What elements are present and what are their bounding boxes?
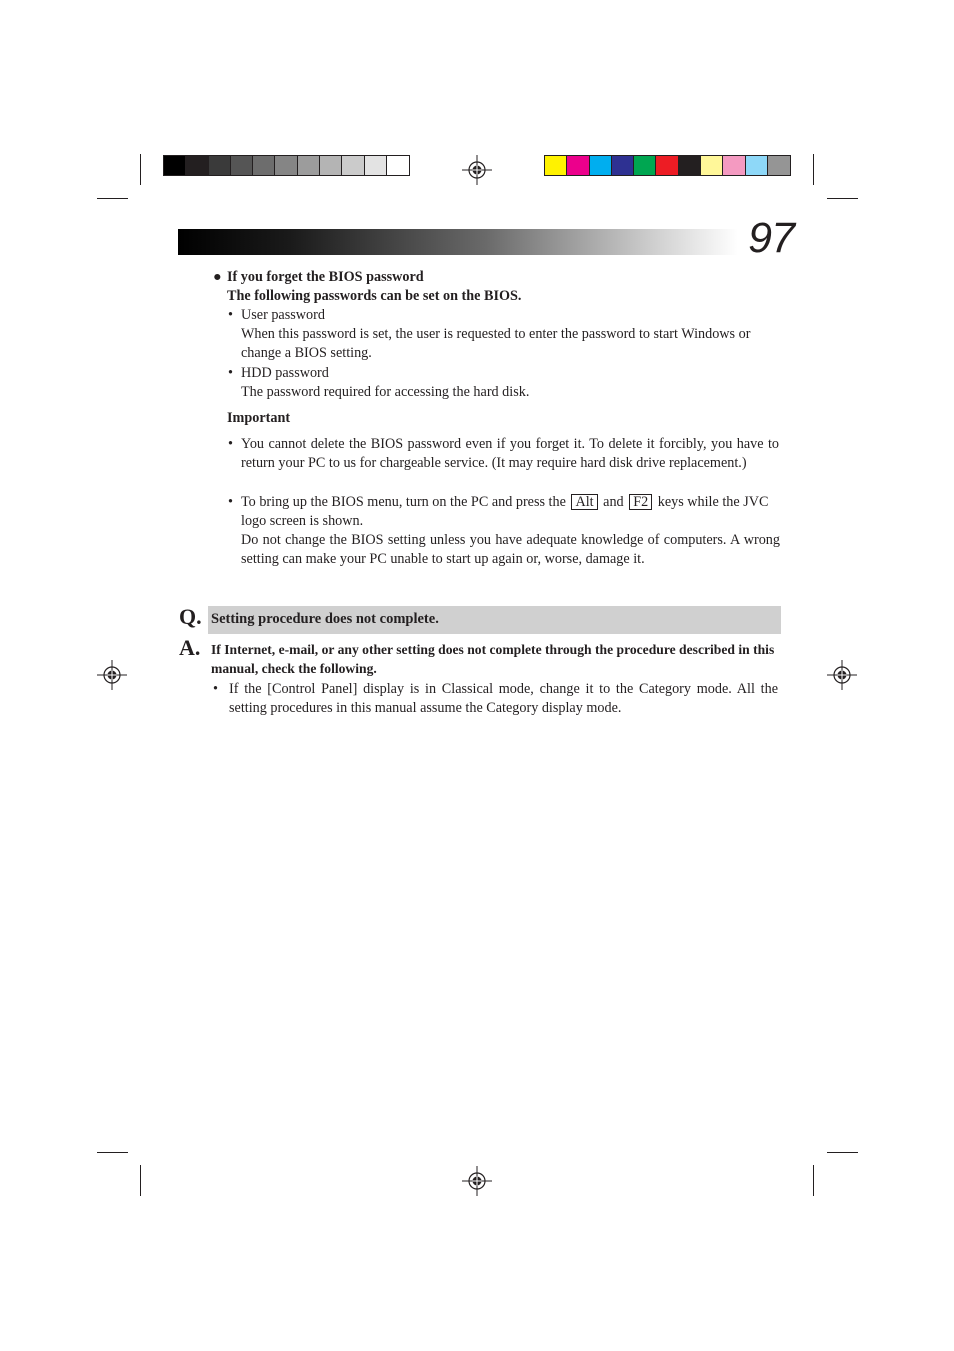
important-item-1: You cannot delete the BIOS password even if you forget it. To delete it forcibly, you have to return your PC to us for chargeable service. (It may require hard disk drive replacement.) (241, 436, 779, 472)
bios-subheading: The following passwords can be set on the BIOS. (227, 288, 522, 304)
gray-swatch (387, 156, 409, 175)
crop-mark (827, 198, 858, 199)
registration-mark-icon (97, 660, 127, 690)
color-swatch (679, 156, 701, 175)
grayscale-color-bar (163, 155, 410, 176)
page-number: 97 (748, 214, 794, 262)
crop-mark (140, 154, 141, 185)
hdd-password-desc: The password required for accessing the hard disk. (241, 384, 530, 400)
color-swatch (746, 156, 768, 175)
registration-mark-icon (462, 1166, 492, 1196)
color-swatch (656, 156, 678, 175)
gray-swatch (275, 156, 297, 175)
alt-key: Alt (571, 494, 597, 510)
color-swatch (634, 156, 656, 175)
user-password-title: User password (241, 307, 325, 323)
item2-text-and: and (603, 494, 624, 510)
color-swatch (768, 156, 790, 175)
answer-text: If Internet, e-mail, or any other setting does not complete through the procedure described in this manual, check the following. (211, 642, 775, 677)
gray-swatch (342, 156, 364, 175)
user-password-desc: When this password is set, the user is requested to enter the password to start Windows or change a BIOS setting. (241, 326, 751, 362)
gray-swatch (186, 156, 208, 175)
crop-mark (97, 198, 128, 199)
color-swatch (590, 156, 612, 175)
important-item-2 (241, 493, 781, 532)
color-swatch (723, 156, 745, 175)
gray-swatch (231, 156, 253, 175)
crop-mark (97, 1152, 128, 1153)
crop-mark (813, 154, 814, 185)
bullet-icon: • (228, 307, 233, 323)
gray-swatch (298, 156, 320, 175)
question-text: Setting procedure does not complete. (211, 611, 439, 627)
gray-swatch (164, 156, 186, 175)
registration-mark-icon (462, 155, 492, 185)
bullet-icon: • (228, 494, 233, 510)
important-item-2-warning: Do not change the BIOS setting unless you have adequate knowledge of computers. A wrong setting can make your PC unable to start up again or, worse, damage it. (241, 532, 780, 568)
color-swatch (701, 156, 723, 175)
bios-heading: If you forget the BIOS password (227, 269, 424, 285)
important-label: Important (227, 410, 291, 426)
gray-swatch (253, 156, 275, 175)
color-swatch (545, 156, 567, 175)
color-swatch (567, 156, 589, 175)
page-header-gradient-bar (178, 229, 738, 255)
process-color-bar (544, 155, 791, 176)
answer-label: A. (179, 635, 201, 660)
gray-swatch (365, 156, 387, 175)
item2-text-post: keys while the JVC logo screen is shown. (241, 494, 769, 530)
item2-text-pre: To bring up the BIOS menu, turn on the PC and press the (241, 494, 566, 510)
registration-mark-icon (827, 660, 857, 690)
bullet-icon: • (228, 365, 233, 381)
gray-swatch (209, 156, 231, 175)
color-swatch (612, 156, 634, 175)
answer-bullet: If the [Control Panel] display is in Classical mode, change it to the Category mode. All the setting procedures in this manual assume the Category display mode. (229, 681, 778, 717)
gray-swatch (320, 156, 342, 175)
bullet-icon: • (228, 436, 233, 452)
crop-mark (813, 1165, 814, 1196)
bullet-icon: ● (213, 269, 222, 285)
bullet-icon: • (213, 681, 218, 697)
question-label: Q. (179, 604, 202, 629)
f2-key: F2 (629, 494, 652, 510)
hdd-password-title: HDD password (241, 365, 329, 381)
crop-mark (827, 1152, 858, 1153)
crop-mark (140, 1165, 141, 1196)
